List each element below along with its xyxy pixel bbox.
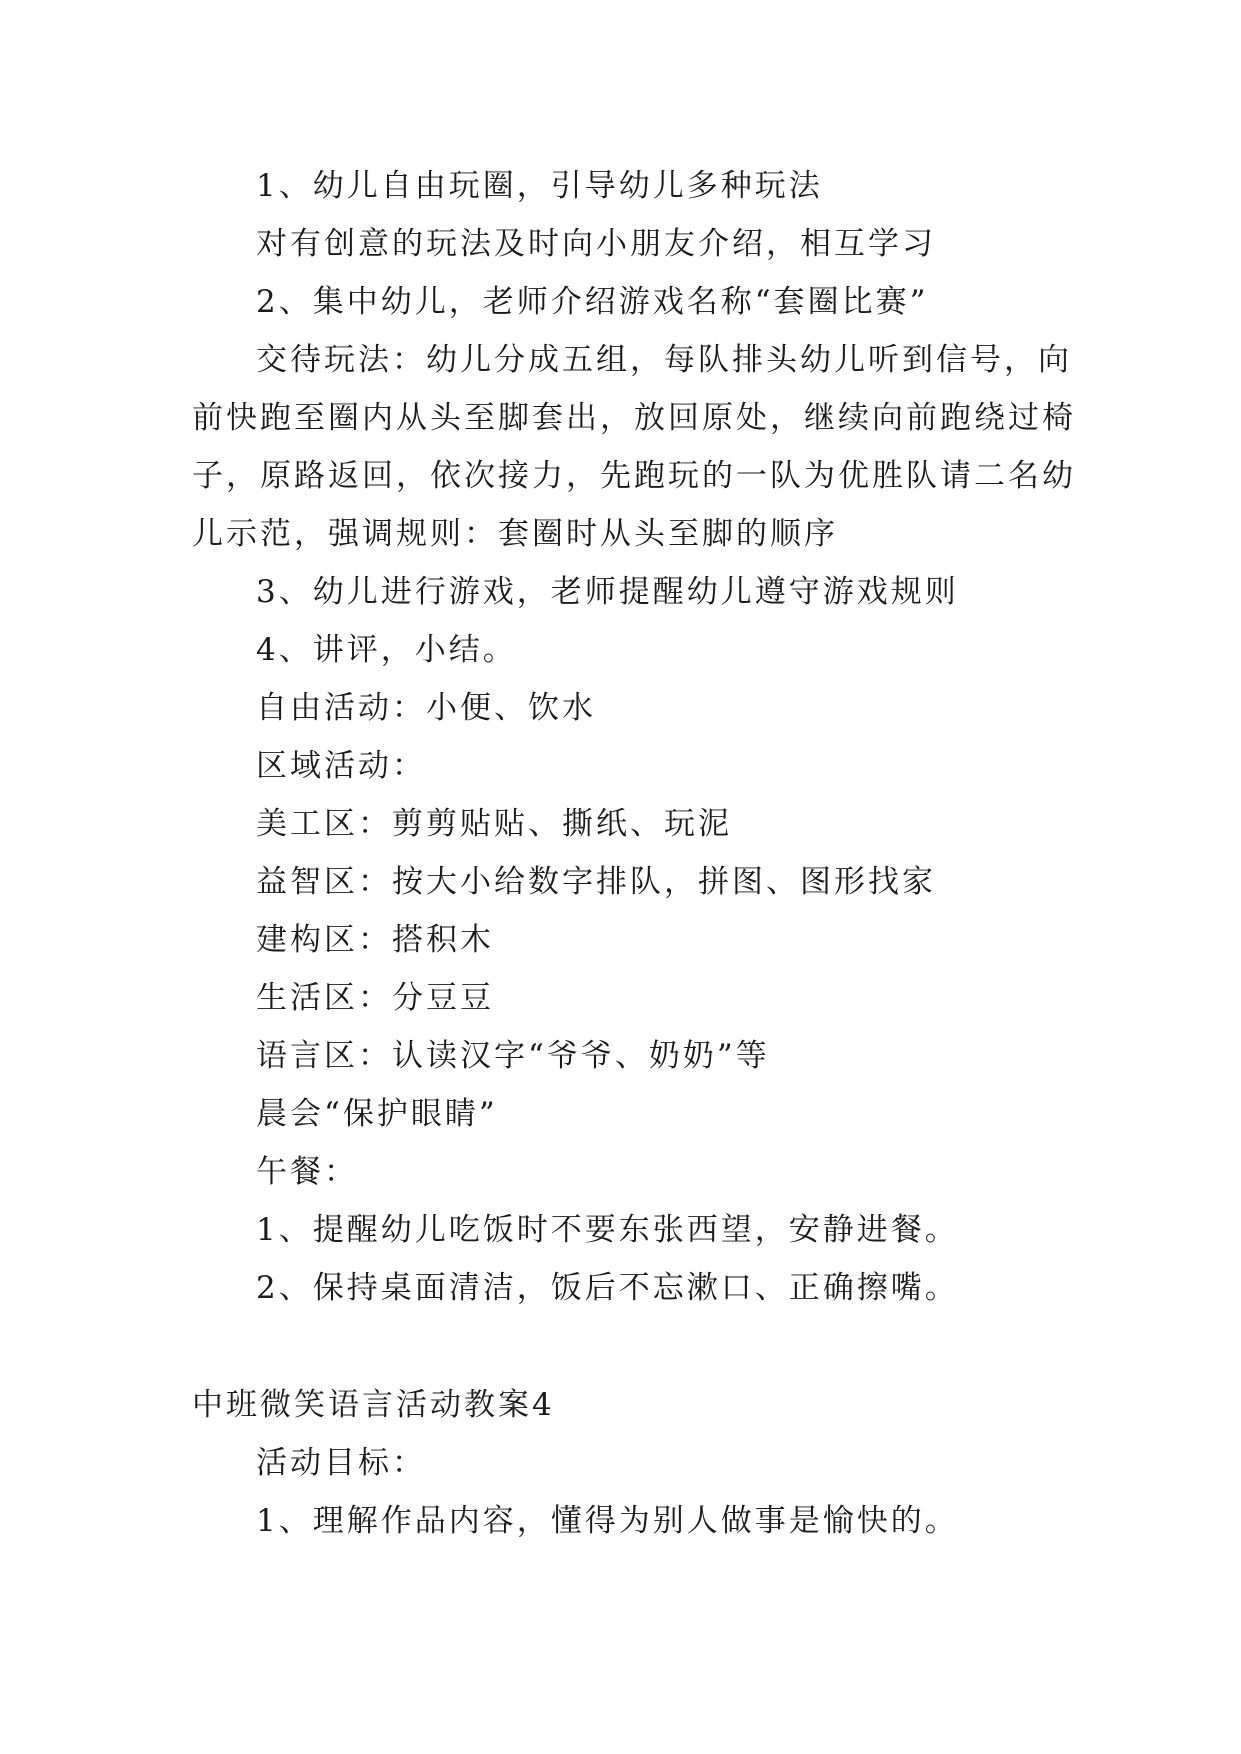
rules-paragraph-line-4: 儿示范，强调规则：套圈时从头至脚的顺序 (192, 516, 838, 552)
language-area: 语言区：认读汉字“爷爷、奶奶”等 (256, 1038, 770, 1074)
section-title: 中班微笑语言活动教案4 (192, 1387, 555, 1423)
area-activity-heading: 区域活动： (256, 748, 426, 784)
art-area: 美工区：剪剪贴贴、撕纸、玩泥 (256, 806, 732, 842)
goal-item-1: 1、理解作品内容，懂得为别人做事是愉快的。 (256, 1503, 959, 1539)
lunch-item-2: 2、保持桌面清洁，饭后不忘漱口、正确擦嘴。 (256, 1270, 959, 1306)
step-2-introduce-game: 2、集中幼儿，老师介绍游戏名称“套圈比赛” (256, 284, 929, 320)
puzzle-area: 益智区：按大小给数字排队，拼图、图形找家 (256, 864, 936, 900)
rules-paragraph-line-2: 前快跑至圈内从头至脚套出，放回原处，继续向前跑绕过椅 (192, 400, 1076, 436)
step-4-review: 4、讲评，小结。 (256, 632, 517, 668)
step-3-play-game: 3、幼儿进行游戏，老师提醒幼儿遵守游戏规则 (256, 574, 959, 610)
creative-play-note: 对有创意的玩法及时向小朋友介绍，相互学习 (256, 226, 936, 262)
rules-paragraph-line-3: 子，原路返回，依次接力，先跑玩的一队为优胜队请二名幼 (192, 458, 1076, 494)
step-1-free-play: 1、幼儿自由玩圈，引导幼儿多种玩法 (256, 168, 823, 204)
free-activity: 自由活动：小便、饮水 (256, 690, 596, 726)
activity-goals-heading: 活动目标： (256, 1445, 426, 1481)
building-area: 建构区：搭积木 (256, 922, 494, 958)
rules-paragraph-line-1: 交待玩法：幼儿分成五组，每队排头幼儿听到信号，向 (256, 342, 1072, 378)
life-area: 生活区：分豆豆 (256, 980, 494, 1016)
morning-meeting: 晨会“保护眼睛” (256, 1096, 498, 1132)
lunch-heading: 午餐： (256, 1154, 358, 1190)
lunch-item-1: 1、提醒幼儿吃饭时不要东张西望，安静进餐。 (256, 1212, 959, 1248)
